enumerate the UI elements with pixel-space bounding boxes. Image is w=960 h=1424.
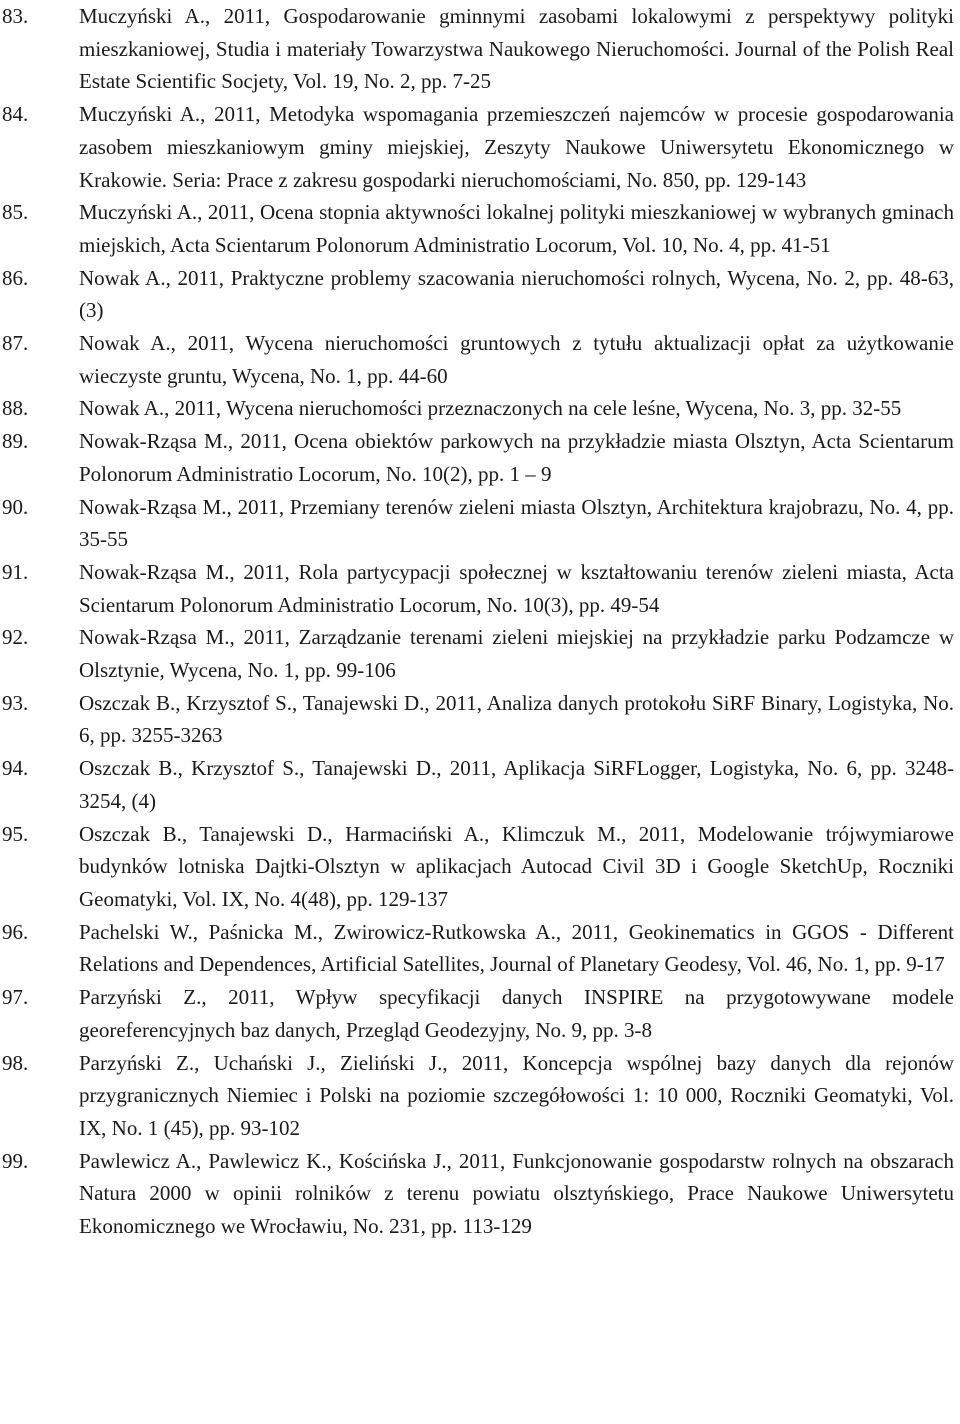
reference-number: 92.: [2, 625, 29, 650]
reference-entry: [0, 262, 954, 327]
reference-text: Nowak A., 2011, Praktyczne problemy szacowania nieruchomości rolnych, Wycena, No. 2, pp. 48-63, (3): [79, 265, 954, 323]
reference-number: 94.: [2, 756, 29, 781]
reference-number: 87.: [2, 331, 29, 356]
reference-entry: [0, 98, 954, 196]
reference-text: Muczyński A., 2011, Metodyka wspomagania przemieszczeń najemców w procesie gospodarowania zasobem mieszkaniowym gminy miejskiej, Zeszyty Naukowe Uniwersytetu Ekonomicznego w Krakowie. Seria: Prace z zakresu gospodarki nieruchomościami, No. 850, pp. 129-143: [79, 102, 954, 192]
reference-number: 99.: [2, 1148, 29, 1173]
reference-text: Pawlewicz A., Pawlewicz K., Kościńska J., 2011, Funkcjonowanie gospodarstw rolnych na obszarach Natura 2000 w opinii rolników z terenu powiatu olsztyńskiego, Prace Naukowe Uniwersytetu Ekonomicznego we Wrocławiu, No. 231, pp. 113-129: [79, 1148, 954, 1239]
reference-number: 91.: [2, 559, 29, 584]
reference-entry: [0, 687, 954, 752]
reference-text: Muczyński A., 2011, Gospodarowanie gminnymi zasobami lokalowymi z perspektywy polityki mieszkaniowej, Studia i materiały Towarzystwa Naukowego Nieruchomości. Journal of the Polish Real Estate Scientific Socjety, Vol. 19, No. 2, pp. 7-25: [79, 4, 954, 94]
reference-text: Oszczak B., Krzysztof S., Tanajewski D., 2011, Aplikacja SiRFLogger, Logistyka, No. 6, pp. 3248-3254, (4): [79, 756, 954, 813]
reference-number: 89.: [2, 429, 29, 454]
reference-entry: [0, 1047, 954, 1145]
reference-entry: [0, 1145, 954, 1243]
reference-text: Nowak-Rząsa M., 2011, Rola partycypacji społecznej w kształtowaniu terenów zieleni miasta, Acta Scientarum Polonorum Administratio Locorum, No. 10(3), pp. 49-54: [79, 559, 954, 617]
reference-text: Nowak-Rząsa M., 2011, Przemiany terenów zieleni miasta Olsztyn, Architektura krajobrazu, No. 4, pp. 35-55: [79, 494, 954, 552]
reference-number: 90.: [2, 494, 29, 519]
reference-number: 85.: [2, 200, 29, 225]
reference-entry: [0, 392, 954, 425]
reference-entry: [0, 916, 954, 981]
reference-number: 83.: [2, 4, 29, 28]
reference-text: Parzyński Z., 2011, Wpływ specyfikacji danych INSPIRE na przygotowywane modele georeferencyjnych baz danych, Przegląd Geodezyjny, No. 9, pp. 3-8: [79, 985, 954, 1042]
reference-entry: [0, 491, 954, 556]
reference-number: 96.: [2, 919, 29, 944]
reference-entry: [0, 818, 954, 916]
reference-text: Nowak-Rząsa M., 2011, Zarządzanie terenami zieleni miejskiej na przykładzie parku Podzamcze w Olsztynie, Wycena, No. 1, pp. 99-106: [79, 625, 954, 683]
reference-text: Oszczak B., Tanajewski D., Harmaciński A., Klimczuk M., 2011, Modelowanie trójwymiarowe budynków lotniska Dajtki-Olsztyn w aplikacjach Autocad Civil 3D i Google SketchUp, Roczniki Geomatyki, Vol. IX, No. 4(48), pp. 129-137: [79, 821, 954, 911]
reference-entry: [0, 621, 954, 686]
reference-text: Pachelski W., Paśnicka M., Zwirowicz-Rutkowska A., 2011, Geokinematics in GGOS - Different Relations and Dependences, Artificial Satellites, Journal of Planetary Geodesy, Vol. 46, No. 1, pp. 9-17: [79, 919, 954, 977]
reference-number: 98.: [2, 1050, 29, 1075]
reference-text: Nowak-Rząsa M., 2011, Ocena obiektów parkowych na przykładzie miasta Olsztyn, Acta Scientarum Polonorum Administratio Locorum, No. 10(2), pp. 1 – 9: [79, 429, 954, 486]
reference-number: 97.: [2, 985, 29, 1010]
reference-text: Nowak A., 2011, Wycena nieruchomości gruntowych z tytułu aktualizacji opłat za użytkowanie wieczyste gruntu, Wycena, No. 1, pp. 44-60: [79, 331, 954, 388]
reference-entry: [0, 752, 954, 817]
reference-number: 88.: [2, 396, 29, 421]
reference-entry: [0, 556, 954, 621]
reference-text: Muczyński A., 2011, Ocena stopnia aktywności lokalnej polityki mieszkaniowej w wybranych gminach miejskich, Acta Scientarum Polonorum Administratio Locorum, Vol. 10, No. 4, pp. 41-51: [79, 200, 954, 257]
reference-number: 93.: [2, 690, 29, 715]
reference-entry: [0, 981, 954, 1046]
reference-text: Parzyński Z., Uchański J., Zieliński J., 2011, Koncepcja wspólnej bazy danych dla rejonów przygranicznych Niemiec i Polski na poziomie szczegółowości 1: 10 000, Roczniki Geomatyki, Vol. IX, No. 1 (45), pp. 93-102: [79, 1050, 954, 1140]
reference-text: Nowak A., 2011, Wycena nieruchomości przeznaczonych na cele leśne, Wycena, No. 3, pp. 32-55: [79, 396, 902, 421]
reference-text: Oszczak B., Krzysztof S., Tanajewski D., 2011, Analiza danych protokołu SiRF Binary, Logistyka, No. 6, pp. 3255-3263: [79, 690, 954, 748]
reference-entry: [0, 327, 954, 392]
reference-number: 84.: [2, 102, 29, 127]
reference-entry: [0, 425, 954, 490]
reference-number: 95.: [2, 821, 29, 846]
reference-entry: [0, 0, 954, 98]
reference-entry: [0, 196, 954, 261]
reference-number: 86.: [2, 265, 29, 290]
